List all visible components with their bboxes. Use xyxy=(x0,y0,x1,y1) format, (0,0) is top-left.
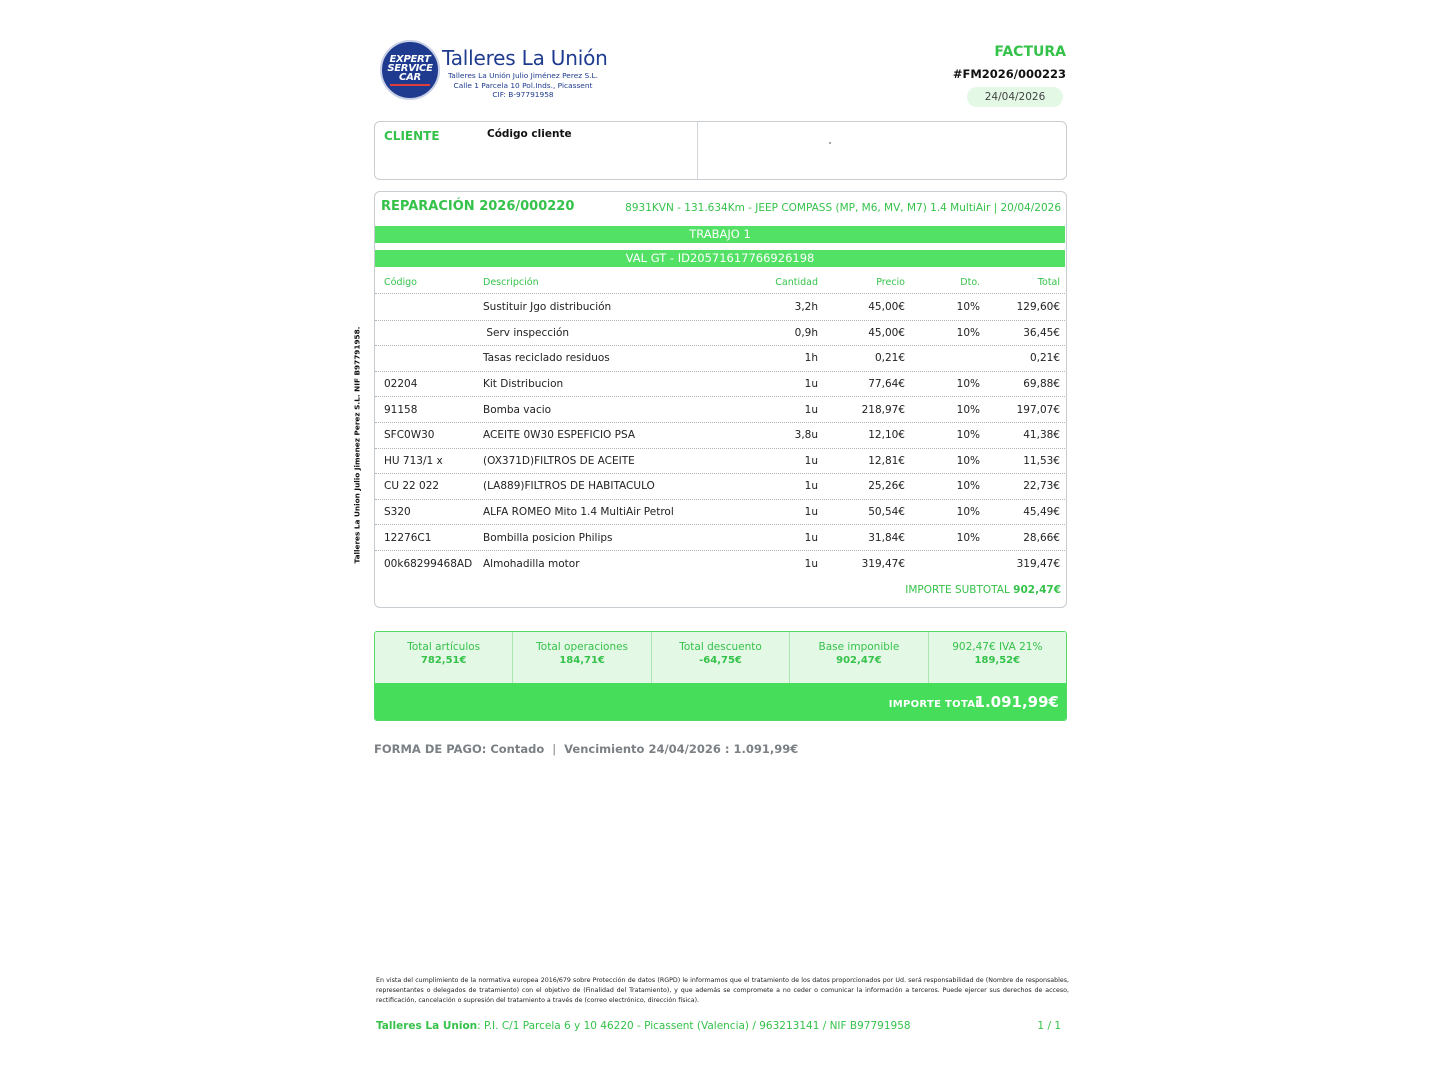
cell-quantity: 1h xyxy=(804,352,818,365)
invoice-title: FACTURA xyxy=(994,44,1066,60)
cell-total: 45,49€ xyxy=(1023,506,1060,519)
cell-total: 197,07€ xyxy=(1016,403,1060,416)
table-row xyxy=(375,372,1065,398)
company-address: Calle 1 Parcela 10 Pol.Inds., Picassent xyxy=(453,80,593,90)
totals-box xyxy=(374,631,1067,721)
subtotal xyxy=(905,584,1061,596)
table-row xyxy=(375,423,1065,449)
vat xyxy=(929,632,1066,683)
col-discount: Dto. xyxy=(960,277,980,288)
cell-code: 91158 xyxy=(384,403,418,416)
table-row xyxy=(375,397,1065,423)
cell-code: SFC0W30 xyxy=(384,429,435,442)
table-row xyxy=(375,449,1065,475)
cell-total: 28,66€ xyxy=(1023,531,1060,544)
cell-price: 50,54€ xyxy=(868,506,905,519)
total-discount xyxy=(652,632,790,683)
cell-price: 45,00€ xyxy=(868,301,905,314)
subtotal-value: 902,47€ xyxy=(1013,584,1061,596)
cell-description: (OX371D)FILTROS DE ACEITE xyxy=(483,454,635,467)
cell-discount: 10% xyxy=(956,480,980,493)
cell-description: Bomba vacio xyxy=(483,403,552,416)
cell-description: Kit Distribucion xyxy=(483,378,564,391)
cell-discount: 10% xyxy=(956,326,980,339)
cell-price: 77,64€ xyxy=(868,378,905,391)
cell-quantity: 1u xyxy=(804,403,818,416)
tax-base-label: Base imponible xyxy=(818,641,900,653)
cell-discount: 10% xyxy=(956,531,980,544)
footer-company: Talleres La Union xyxy=(376,1020,478,1032)
cell-quantity: 3,8u xyxy=(794,429,818,442)
cell-discount: 10% xyxy=(956,378,980,391)
total-operations xyxy=(513,632,651,683)
tax-base-value: 902,47€ xyxy=(836,655,882,666)
cell-total: 319,47€ xyxy=(1016,557,1060,570)
table-row xyxy=(375,500,1065,526)
table-row xyxy=(375,551,1065,577)
cell-code: 12276C1 xyxy=(384,531,432,544)
cell-price: 45,00€ xyxy=(868,326,905,339)
client-box xyxy=(374,121,1067,180)
cell-code: 00k68299468AD xyxy=(384,557,473,570)
client-code-label: Código cliente xyxy=(487,128,572,140)
work-band: TRABAJO 1 xyxy=(375,226,1065,243)
client-divider xyxy=(697,122,698,179)
cell-price: 12,10€ xyxy=(868,429,905,442)
legal-notice: En vista del cumplimiento de la normativa europea 2016/679 sobre Protección de datos (RGPD) le informamos que el tratamiento de los datos proporcionados por Ud. será responsabilidad de (Nombre de responsables, representantes o delegados de tratamiento) con el objetivo de (Finalidad del Tratamiento), y que además se compromete a no ceder o comunicar la información a terceros. Puede ejercer sus derechos de acceso, rectificación, cancelación o supresión del tratamiento a través de (correo electrónico, dirección física). xyxy=(376,977,1069,1004)
client-dot xyxy=(829,142,831,144)
cell-description: Serv inspección xyxy=(483,326,570,339)
cell-price: 31,84€ xyxy=(868,531,905,544)
cell-description: ACEITE 0W30 ESPEFICIO PSA xyxy=(483,429,636,442)
cell-quantity: 1u xyxy=(804,378,818,391)
cell-quantity: 3,2h xyxy=(794,301,818,314)
invoice-date: 24/04/2026 xyxy=(967,87,1063,107)
col-price: Precio xyxy=(876,277,905,288)
cell-quantity: 1u xyxy=(804,506,818,519)
cell-total: 41,38€ xyxy=(1023,429,1060,442)
grand-total-value: 1.091,99€ xyxy=(974,693,1059,711)
cell-total: 129,60€ xyxy=(1016,301,1060,314)
repair-box xyxy=(374,191,1067,608)
table-row xyxy=(375,525,1065,551)
cell-quantity: 1u xyxy=(804,454,818,467)
cell-description: Almohadilla motor xyxy=(483,557,580,570)
total-discount-label: Total descuento xyxy=(679,641,762,653)
repair-title: REPARACIÓN 2026/000220 xyxy=(381,199,575,214)
cell-price: 319,47€ xyxy=(861,557,905,570)
page-number: 1 / 1 xyxy=(1037,1020,1061,1032)
cell-description: ALFA ROMEO Mito 1.4 MultiAir Petrol xyxy=(483,506,674,519)
total-articles-value: 782,51€ xyxy=(420,655,467,666)
table-row xyxy=(375,346,1065,372)
cell-quantity: 1u xyxy=(804,531,818,544)
payment-info xyxy=(374,742,798,756)
cell-price: 0,21€ xyxy=(874,352,905,365)
cell-total: 36,45€ xyxy=(1023,326,1060,339)
logo-line-2: SERVICE xyxy=(387,62,433,74)
table-row xyxy=(375,321,1065,347)
col-total: Total xyxy=(1037,277,1060,288)
vehicle-info: 8931KVN - 131.634Km - JEEP COMPASS (MP, M6, MV, M7) 1.4 MultiAir | 20/04/2026 xyxy=(625,202,1061,214)
cell-code: HU 713/1 x xyxy=(384,454,443,467)
payment-method: FORMA DE PAGO: Contado xyxy=(374,742,545,756)
cell-discount: 10% xyxy=(956,429,980,442)
col-description: Descripción xyxy=(483,277,539,288)
cell-total: 11,53€ xyxy=(1023,454,1060,467)
company-cif: CIF: B-97791958 xyxy=(492,90,554,99)
cell-code: 02204 xyxy=(384,378,418,391)
cell-description: Bombilla posicion Philips xyxy=(483,531,613,544)
table-header xyxy=(375,272,1065,294)
logo-stripe xyxy=(390,84,430,86)
company-name: Talleres La Unión xyxy=(442,46,608,70)
table-row xyxy=(375,295,1065,321)
cell-price: 12,81€ xyxy=(868,454,905,467)
cell-price: 218,97€ xyxy=(861,403,905,416)
invoice-number: #FM2026/000223 xyxy=(952,67,1066,81)
grand-total-label: IMPORTE TOTAL xyxy=(888,699,982,710)
cell-description: (LA889)FILTROS DE HABITACULO xyxy=(483,480,655,493)
company-details xyxy=(442,71,604,100)
total-operations-value: 184,71€ xyxy=(559,655,605,666)
footer xyxy=(376,1020,911,1032)
table-row xyxy=(375,474,1065,500)
cell-discount: 10% xyxy=(956,454,980,467)
cell-discount: 10% xyxy=(956,403,980,416)
cell-quantity: 1u xyxy=(804,557,818,570)
vat-value: 189,52€ xyxy=(974,655,1021,666)
logo-line-3: CAR xyxy=(399,71,421,83)
grand-total-bar xyxy=(375,683,1066,721)
cell-quantity: 1u xyxy=(804,480,818,493)
cell-discount: 10% xyxy=(956,506,980,519)
vat-label: 902,47€ IVA 21% xyxy=(952,641,1043,653)
footer-details: : P.I. C/1 Parcela 6 y 10 46220 - Picassent (Valencia) / 963213141 / NIF B97791958 xyxy=(477,1020,911,1032)
cell-price: 25,26€ xyxy=(868,480,905,493)
client-label: CLIENTE xyxy=(384,129,440,143)
company-logo xyxy=(380,40,440,100)
cell-discount: 10% xyxy=(956,301,980,314)
payment-due: Vencimiento 24/04/2026 : 1.091,99€ xyxy=(564,742,799,756)
cell-code: CU 22 022 xyxy=(384,480,440,493)
cell-description: Sustituir Jgo distribución xyxy=(483,301,612,314)
payment-separator: | xyxy=(552,742,557,756)
col-code: Código xyxy=(384,277,417,288)
logo-line-1: EXPERT xyxy=(389,53,431,65)
col-quantity: Cantidad xyxy=(775,277,818,288)
totals-summary xyxy=(375,632,1066,683)
cell-code: S320 xyxy=(384,506,411,519)
cell-total: 22,73€ xyxy=(1023,480,1060,493)
total-articles-label: Total artículos xyxy=(407,641,481,653)
cell-total: 0,21€ xyxy=(1029,352,1060,365)
cell-total: 69,88€ xyxy=(1023,378,1060,391)
total-discount-value: -64,75€ xyxy=(699,655,742,666)
total-operations-label: Total operaciones xyxy=(536,641,629,653)
tax-base xyxy=(790,632,928,683)
company-header xyxy=(442,46,608,100)
val-band: VAL GT - ID20571617766926198 xyxy=(375,250,1065,267)
subtotal-label: IMPORTE SUBTOTAL xyxy=(905,584,1010,596)
vertical-legal-text: Talleres La Union Julio Jimenez Perez S.L. NIF B97791958. xyxy=(352,326,362,564)
cell-quantity: 0,9h xyxy=(794,326,818,339)
cell-description: Tasas reciclado residuos xyxy=(483,352,610,365)
company-legal-name: Talleres La Unión Julio Jiménez Perez S.L. xyxy=(448,71,598,80)
total-articles xyxy=(375,632,513,683)
